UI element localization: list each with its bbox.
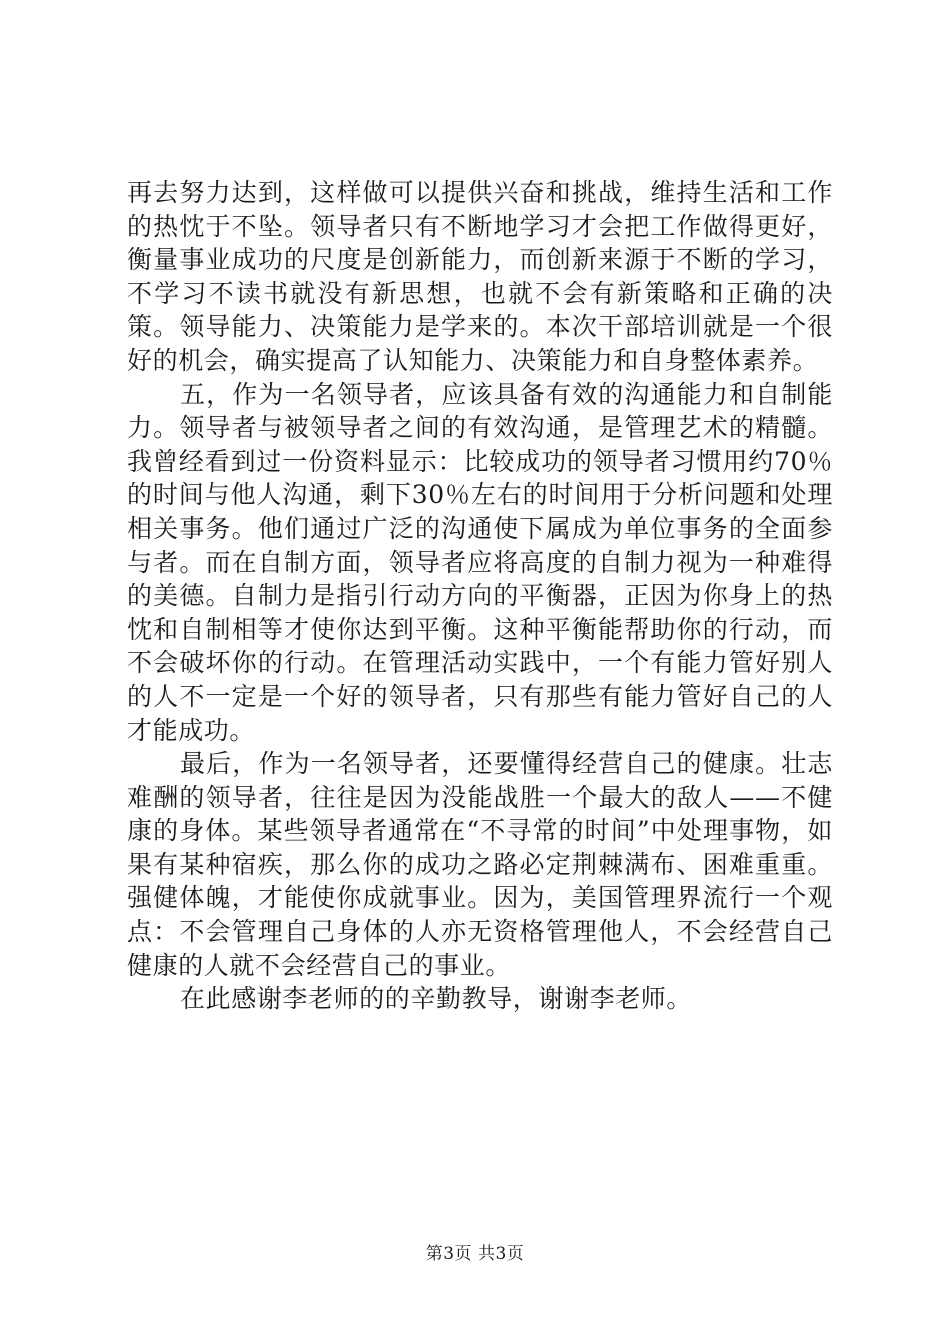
page-number-footer: 第3页 共3页 <box>425 1244 525 1264</box>
paragraph-learning: 再去努力达到，这样做可以提供兴奋和挑战，维持生活和工作的热忱于不坠。领导者只有不断地学习才会把工作做得更好，衡量事业成功的尺度是创新能力，而创新来源于不断的学习，不学习不读书就没有新思想，也就不会有新策略和正确的决策。领导能力、决策能力是学来的。本次干部培训就是一个很好的机会，确实提高了认知能力、决策能力和自身整体素养。 <box>127 178 833 375</box>
document-body <box>127 176 833 1016</box>
paragraph-health: 最后，作为一名领导者，还要懂得经营自己的健康。壮志难酬的领导者，往往是因为没能战胜一个最大的敌人——不健康的身体。某些领导者通常在“不寻常的时间”中处理事物，如果有某种宿疾，那么你的成功之路必定荆棘满布、困难重重。强健体魄，才能使你成就事业。因为，美国管理界流行一个观点：不会管理自己身体的人亦无资格管理他人，不会经营自己健康的人就不会经营自己的事业。 <box>127 749 833 980</box>
paragraph-thanks: 在此感谢李老师的的辛勤教导，谢谢李老师。 <box>180 984 693 1014</box>
paragraph-communication-self-control: 五，作为一名领导者，应该具备有效的沟通能力和自制能力。领导者与被领导者之间的有效沟通，是管理艺术的精髓。我曾经看到过一份资料显示：比较成功的领导者习惯用约70％的时间与他人沟通，剩下30％左右的时间用于分析问题和处理相关事务。他们通过广泛的沟通使下属成为单位事务的全面参与者。而在自制方面，领导者应将高度的自制力视为一种难得的美德。自制力是指引行动方向的平衡器，正因为你身上的热忱和自制相等才使你达到平衡。这种平衡能帮助你的行动，而不会破坏你的行动。在管理活动实践中，一个有能力管好别人的人不一定是一个好的领导者，只有那些有能力管好自己的人才能成功。 <box>127 379 833 745</box>
